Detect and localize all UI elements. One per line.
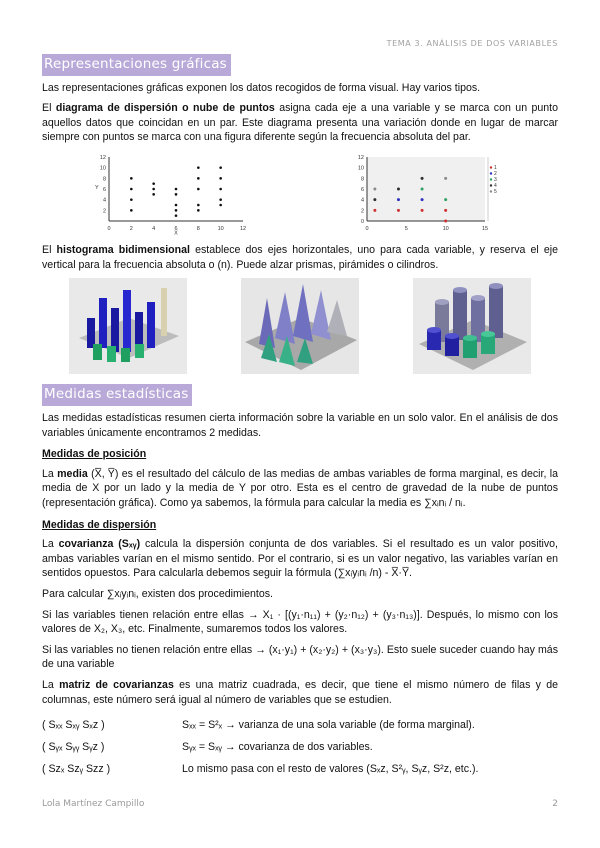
- data-point: [175, 188, 178, 191]
- text-lead: La: [42, 538, 59, 551]
- data-point: [197, 209, 200, 212]
- histogram-cylinders-image: [413, 278, 531, 374]
- data-point: [421, 198, 424, 201]
- text-lead: El: [42, 102, 56, 115]
- legend-marker: [490, 178, 492, 180]
- paragraph-calc: Para calcular ∑xᵢyᵢnᵢ, existen dos procedimientos.: [42, 588, 274, 600]
- footer-page-number: 2: [552, 799, 558, 809]
- legend-marker: [490, 166, 492, 168]
- data-point: [175, 209, 178, 212]
- subheading-posicion: Medidas de posición: [42, 448, 147, 461]
- data-point: [444, 209, 447, 212]
- data-point: [219, 188, 222, 191]
- histogram-figures: [42, 278, 558, 374]
- y-tick-label: 8: [102, 176, 106, 183]
- text-lead: La: [42, 467, 58, 480]
- y-tick-label: 4: [360, 197, 364, 204]
- term-covarianza: covarianza (Sₓᵧ): [58, 538, 141, 551]
- legend-label: 2: [494, 171, 497, 178]
- paragraph-scatter: [42, 101, 558, 145]
- y-tick-label: 10: [99, 165, 106, 172]
- text-lead: La: [42, 679, 60, 692]
- data-point: [197, 166, 200, 169]
- y-tick-label: 6: [360, 187, 364, 194]
- data-point: [397, 209, 400, 212]
- data-point: [421, 188, 424, 191]
- data-point: [175, 214, 178, 217]
- legend-marker: [490, 190, 492, 192]
- paragraph-intro-graficas: Las representaciones gráficas exponen los datos recogidos de forma visual. Hay varios tipos.: [42, 81, 481, 94]
- legend-label: 1: [494, 165, 497, 172]
- data-point: [444, 177, 447, 180]
- matrix-row-note: Lo mismo pasa con el resto de valores (Sₓz, S²ᵧ, Sᵧz, S²z, etc.).: [182, 762, 479, 775]
- paragraph-histogram: [42, 243, 558, 272]
- section-heading-representaciones: Representaciones gráficas: [42, 54, 231, 76]
- legend-label: 4: [494, 183, 497, 190]
- paragraph-matriz: [42, 678, 558, 707]
- data-point: [219, 166, 222, 169]
- y-axis-label: Y: [95, 185, 99, 192]
- data-point: [444, 198, 447, 201]
- paragraph-covarianza: [42, 537, 558, 581]
- term-histogram: histograma bidimensional: [56, 244, 190, 257]
- y-tick-label: 12: [99, 155, 106, 162]
- scatter-chart-simple: [91, 151, 251, 235]
- term-media: media: [57, 467, 88, 480]
- data-point: [421, 177, 424, 180]
- term-matriz: matriz de covarianzas: [59, 679, 174, 692]
- subheading-dispersion: Medidas de dispersión: [42, 518, 157, 531]
- text-rest: establece dos ejes horizontales, uno para cada variable, y reserva el eje vertical para la frecuencia absoluta o (n). Puede alzar prismas, pirámides o cilindros.: [42, 244, 558, 271]
- data-point: [219, 204, 222, 207]
- data-point: [444, 220, 447, 223]
- y-tick-label: 8: [360, 176, 364, 183]
- x-tick-label: 0: [107, 226, 111, 233]
- text-rest: calcula la dispersión conjunta de dos variables. Si el resultado es un valor positivo, ambas variables varían en el mismo sentido. Por el contrario, si es un valor negativo, las variables varían en sentidos opuestos. Para calcularla debemos seguir la fórmula (∑xᵢyᵢnᵢ /n) - X̅·Y̅.: [42, 538, 559, 580]
- scatter-chart-frequency: [349, 151, 509, 235]
- scatter-figures: [42, 151, 558, 235]
- matrix-row: [42, 715, 558, 735]
- y-tick-label: 12: [357, 155, 364, 162]
- footer-author: Lola Martínez Campillo: [42, 799, 145, 809]
- data-point: [197, 188, 200, 191]
- x-tick-label: 12: [239, 226, 247, 233]
- plot-area: [367, 157, 485, 221]
- matrix-row-note: Sᵧₓ = Sₓᵧ → covarianza de dos variables.: [182, 740, 373, 753]
- data-point: [373, 209, 376, 212]
- matrix-row-cells: ( Sₓₓ Sₓᵧ Sₓz ): [42, 718, 105, 731]
- y-tick-label: 2: [102, 208, 106, 215]
- y-tick-label: 6: [102, 187, 106, 194]
- data-point: [130, 198, 133, 201]
- data-point: [152, 193, 155, 196]
- x-tick-label: 4: [152, 226, 156, 233]
- histogram-prisms-image: [69, 278, 187, 374]
- media-symbols: (X̅, Y̅): [91, 467, 119, 480]
- paragraph-intro-medidas: Las medidas estadísticas resumen cierta información sobre la variable en un solo valor. En el análisis de dos variables únicamente encontramos 2 medidas.: [42, 411, 558, 439]
- matrix-row: [42, 737, 558, 757]
- y-tick-label: 4: [102, 197, 106, 204]
- text-lead: El: [42, 244, 57, 257]
- page-content: [42, 54, 558, 781]
- y-tick-label: 10: [357, 165, 364, 172]
- text-rest: asigna cada eje a una variable y se marca con un punto aquellos datos que coincidan en un par. Este diagrama presenta una variación donde en lugar de marcar siempre con puntos se marca con una figura diferente según la frecuencia absoluta del par.: [42, 102, 559, 144]
- matrix-row-cells: ( Sᵧₓ Sᵧᵧ Sᵧz ): [42, 740, 105, 753]
- paragraph-sin-relacion: Si las variables no tienen relación entre ellas → (x₁·y₁) + (x₂·y₂) + (x₃·y₃). Esto suele suceder cuando hay más de una variable: [42, 643, 558, 671]
- data-point: [130, 209, 133, 212]
- paragraph-relacion: Si las variables tienen relación entre ellas → X₁ · [(y₁·n₁₁) + (y₂·n₁₂) + (y₃·n₁₃)]. Después, lo mismo con los valores de X₂, X₃, etc. Finalmente, sumaremos todos los valores.: [42, 608, 558, 636]
- data-point: [219, 177, 222, 180]
- data-point: [373, 198, 376, 201]
- data-point: [197, 177, 200, 180]
- histogram-pyramids-image: [241, 278, 359, 374]
- data-point: [152, 182, 155, 185]
- data-point: [130, 177, 133, 180]
- y-tick-label: 2: [360, 208, 364, 215]
- data-point: [219, 198, 222, 201]
- data-point: [130, 188, 133, 191]
- x-axis-label: X: [174, 230, 178, 236]
- x-tick-label: 10: [442, 226, 449, 233]
- paragraph-media: [42, 467, 558, 511]
- legend-marker: [490, 184, 492, 186]
- covariance-matrix: [42, 715, 558, 779]
- matrix-row: [42, 759, 558, 779]
- data-point: [152, 188, 155, 191]
- data-point: [421, 209, 424, 212]
- page-header-title: TEMA 3. ANÁLISIS DE DOS VARIABLES: [386, 39, 558, 48]
- section-heading-medidas: Medidas estadísticas: [42, 384, 192, 406]
- text-rest: es el resultado del cálculo de las medias de ambas variables de forma marginal, es decir, la media de X por un lado y la media de Y por otro. Esta es el centro de gravedad de la nube de puntos (representación gráfica). Como ya sabemos, la fórmula para calcular la media es ∑xᵢnᵢ / nᵢ.: [42, 467, 558, 509]
- x-tick-label: 6: [174, 226, 178, 233]
- x-tick-label: 5: [404, 226, 408, 233]
- matrix-row-note: Sₓₓ = S²ₓ → varianza de una sola variable (de forma marginal).: [182, 718, 475, 731]
- x-tick-label: 2: [129, 226, 133, 233]
- data-point: [373, 188, 376, 191]
- x-tick-label: 10: [217, 226, 224, 233]
- x-tick-label: 15: [481, 226, 489, 233]
- x-tick-label: 0: [365, 226, 369, 233]
- term-scatter: diagrama de dispersión o nube de puntos: [55, 102, 275, 115]
- data-point: [397, 198, 400, 201]
- data-point: [175, 204, 178, 207]
- text-rest: es una matriz cuadrada, es decir, que tiene el mismo número de filas y de columnas, este número será igual al número de variables que se estudien.: [42, 679, 559, 706]
- matrix-row-cells: ( Szₓ Szᵧ Szz ): [42, 762, 111, 775]
- legend-label: 3: [494, 177, 497, 184]
- data-point: [197, 204, 200, 207]
- legend-label: 5: [494, 189, 497, 196]
- data-point: [397, 188, 400, 191]
- legend-marker: [490, 172, 492, 174]
- x-tick-label: 8: [196, 226, 200, 233]
- data-point: [175, 193, 178, 196]
- y-tick-label: 0: [360, 219, 364, 226]
